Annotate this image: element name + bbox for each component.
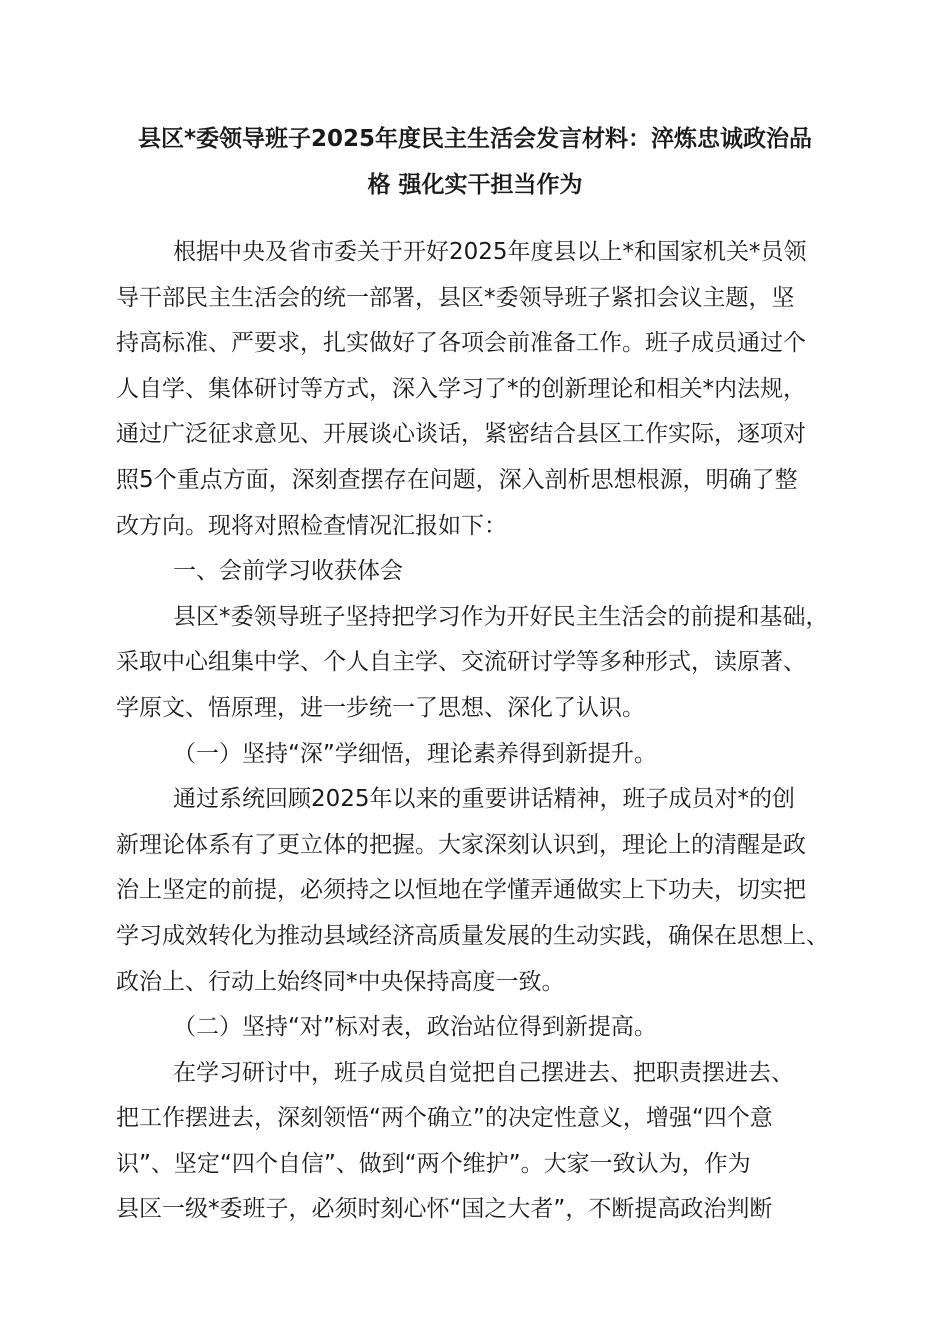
- paragraph-line: 识”、坚定“四个自信”、做到“两个维护”。大家一致认为，作为: [116, 1150, 751, 1177]
- document-body: [116, 230, 846, 1233]
- paragraph-line: 县区*委领导班子坚持把学习作为开好民主生活会的前提和基础，: [173, 603, 829, 630]
- paragraph-line: 导干部民主生活会的统一部署，县区*委领导班子紧扣会议主题，坚: [116, 284, 795, 311]
- paragraph-line: 改方向。现将对照检查情况汇报如下：: [116, 512, 507, 539]
- paragraph-line: 把工作摆进去，深刻领悟“两个确立”的决定性意义，增强“四个意: [116, 1105, 773, 1132]
- title-line-1: 县区*委领导班子2025年度民主生活会发言材料：淬炼忠诚政治品: [137, 126, 813, 152]
- subsection-heading: （一）坚持“深”学细悟，理论素养得到新提升。: [173, 740, 657, 767]
- section-heading: 一、会前学习收获体会: [173, 558, 403, 585]
- paragraph-line: 政治上、行动上始终同*中央保持高度一致。: [116, 968, 565, 995]
- paragraph-line: 通过广泛征求意见、开展谈心谈话，紧密结合县区工作实际，逐项对: [116, 421, 806, 448]
- paragraph-line: 采取中心组集中学、个人自主学、交流研讨学等多种形式，读原著、: [116, 649, 806, 676]
- subsection-heading: （二）坚持“对”标对表，政治站位得到新提高。: [173, 1014, 657, 1041]
- paragraph-line: 县区一级*委班子，必须时刻心怀“国之大者”，不断提高政治判断: [116, 1196, 773, 1223]
- paragraph-line: 人自学、集体研讨等方式，深入学习了*的创新理论和相关*内法规，: [116, 375, 806, 402]
- paragraph-line: 照5个重点方面，深刻查摆存在问题，深入剖析思想根源，明确了整: [116, 466, 798, 493]
- paragraph-line: 治上坚定的前提，必须持之以恒地在学懂弄通做实上下功夫，切实把: [116, 877, 806, 904]
- document-title: [110, 116, 840, 208]
- paragraph-line: 新理论体系有了更立体的把握。大家深刻认识到，理论上的清醒是政: [116, 831, 806, 858]
- paragraph-line: 根据中央及省市委关于开好2025年度县以上*和国家机关*员领: [173, 239, 807, 265]
- paragraph-line: 在学习研讨中，班子成员自觉把自己摆进去、把职责摆进去、: [173, 1059, 794, 1086]
- paragraph-line: 学原文、悟原理，进一步统一了思想、深化了认识。: [116, 694, 645, 721]
- paragraph-line: 持高标准、严要求，扎实做好了各项会前准备工作。班子成员通过个: [116, 330, 806, 357]
- title-line-2: 格 强化实干担当作为: [367, 172, 583, 198]
- paragraph-line: 通过系统回顾2025年以来的重要讲话精神，班子成员对*的创: [173, 786, 796, 813]
- paragraph-line: 学习成效转化为推动县域经济高质量发展的生动实践，确保在思想上、: [116, 922, 829, 949]
